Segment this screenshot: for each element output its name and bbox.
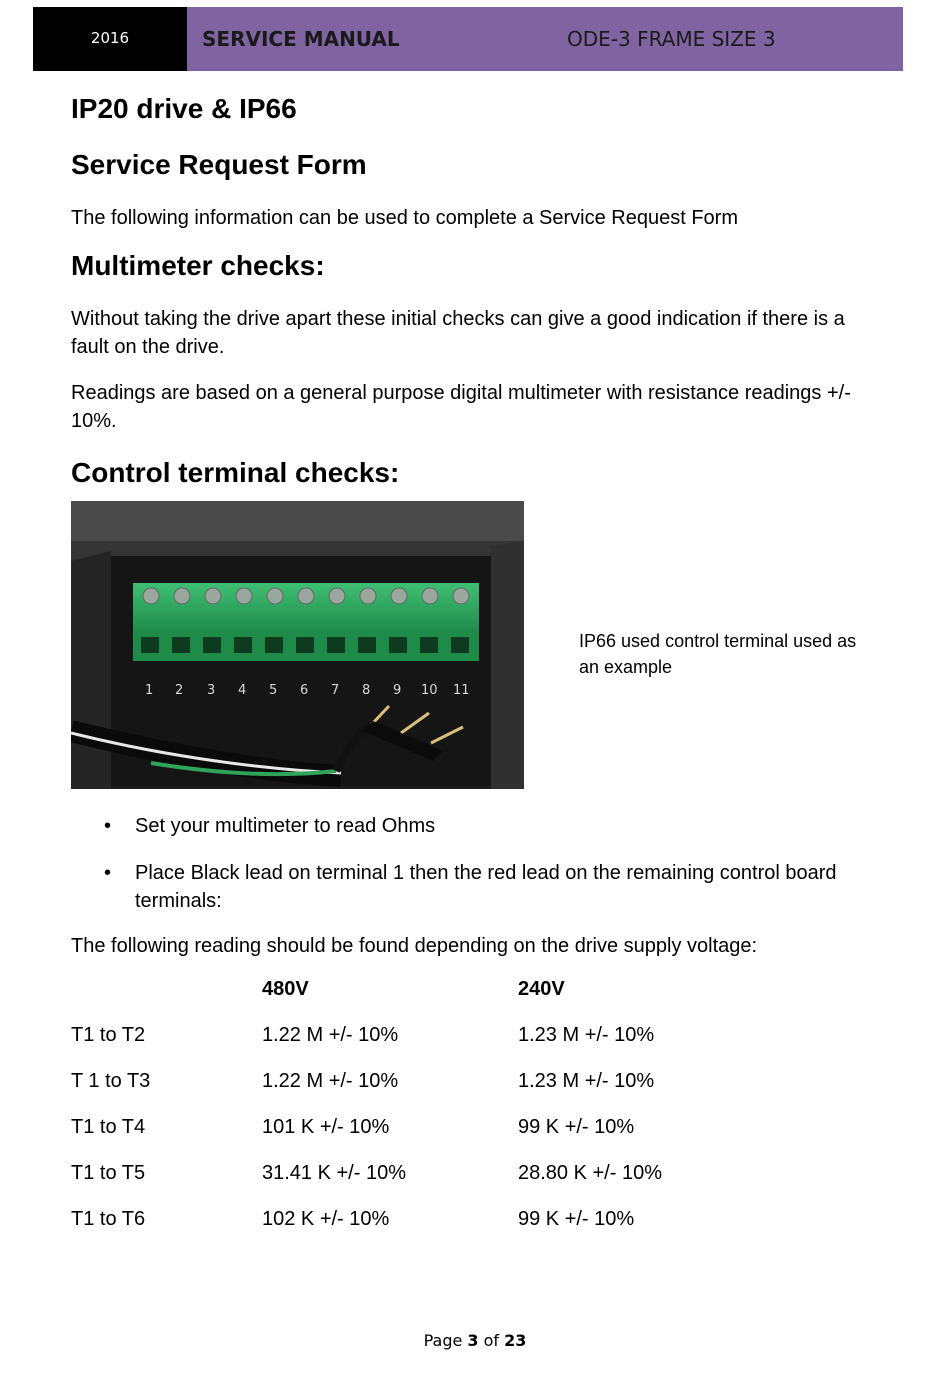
table-row: T1 to T2 1.22 M +/- 10% 1.23 M +/- 10%	[71, 1024, 655, 1046]
control-terminal-photo	[71, 501, 524, 789]
terminal-number: 5	[269, 683, 278, 698]
page-number: Page 3 of 23	[423, 1331, 527, 1350]
header-manual-title: SERVICE MANUAL	[202, 27, 400, 51]
page-header	[33, 7, 903, 71]
column-header-480v: 480V	[262, 978, 309, 1000]
header-frame-size: ODE-3 FRAME SIZE 3	[567, 27, 776, 51]
multimeter-paragraph-1: Without taking the drive apart these initial checks can give a good indication if there is a fault on the drive.	[71, 308, 845, 358]
terminal-number: 10	[421, 683, 438, 698]
table-intro: The following reading should be found depending on the drive supply voltage:	[71, 935, 758, 957]
table-header-row	[71, 978, 871, 1006]
multimeter-heading: Multimeter checks:	[71, 250, 325, 281]
header-year: 2016	[33, 7, 187, 71]
table-row: T 1 to T3 1.22 M +/- 10% 1.23 M +/- 10%	[71, 1070, 655, 1092]
terminal-number: 2	[175, 683, 184, 698]
control-terminal-heading: Control terminal checks:	[71, 457, 400, 488]
header-band	[187, 7, 903, 71]
terminal-number: 3	[207, 683, 216, 698]
table-row: T1 to T6 102 K +/- 10% 99 K +/- 10%	[71, 1208, 635, 1230]
terminal-number: 8	[362, 683, 371, 698]
table-row: T1 to T4 101 K +/- 10% 99 K +/- 10%	[71, 1116, 635, 1138]
terminal-number: 6	[300, 683, 309, 698]
terminal-number: 11	[453, 683, 470, 698]
bullet-dot-icon: •	[104, 862, 112, 884]
terminal-number: 7	[331, 683, 340, 698]
photo-caption: IP66 used control terminal used as an example	[579, 631, 857, 677]
intro-text: The following information can be used to complete a Service Request Form	[71, 207, 739, 229]
page-title: IP20 drive & IP66	[71, 93, 297, 124]
terminal-number: 9	[393, 683, 402, 698]
table-row: T1 to T5 31.41 K +/- 10% 28.80 K +/- 10%	[71, 1162, 662, 1184]
column-header-240v: 240V	[518, 978, 565, 1000]
bullet-dot-icon: •	[104, 815, 112, 837]
terminal-block-illustration	[71, 501, 524, 789]
page-subtitle: Service Request Form	[71, 149, 367, 180]
multimeter-paragraph-2: Readings are based on a general purpose digital multimeter with resistance readings +/- 10%.	[71, 382, 851, 432]
terminal-number: 4	[238, 683, 247, 698]
terminal-number: 1	[145, 683, 154, 698]
